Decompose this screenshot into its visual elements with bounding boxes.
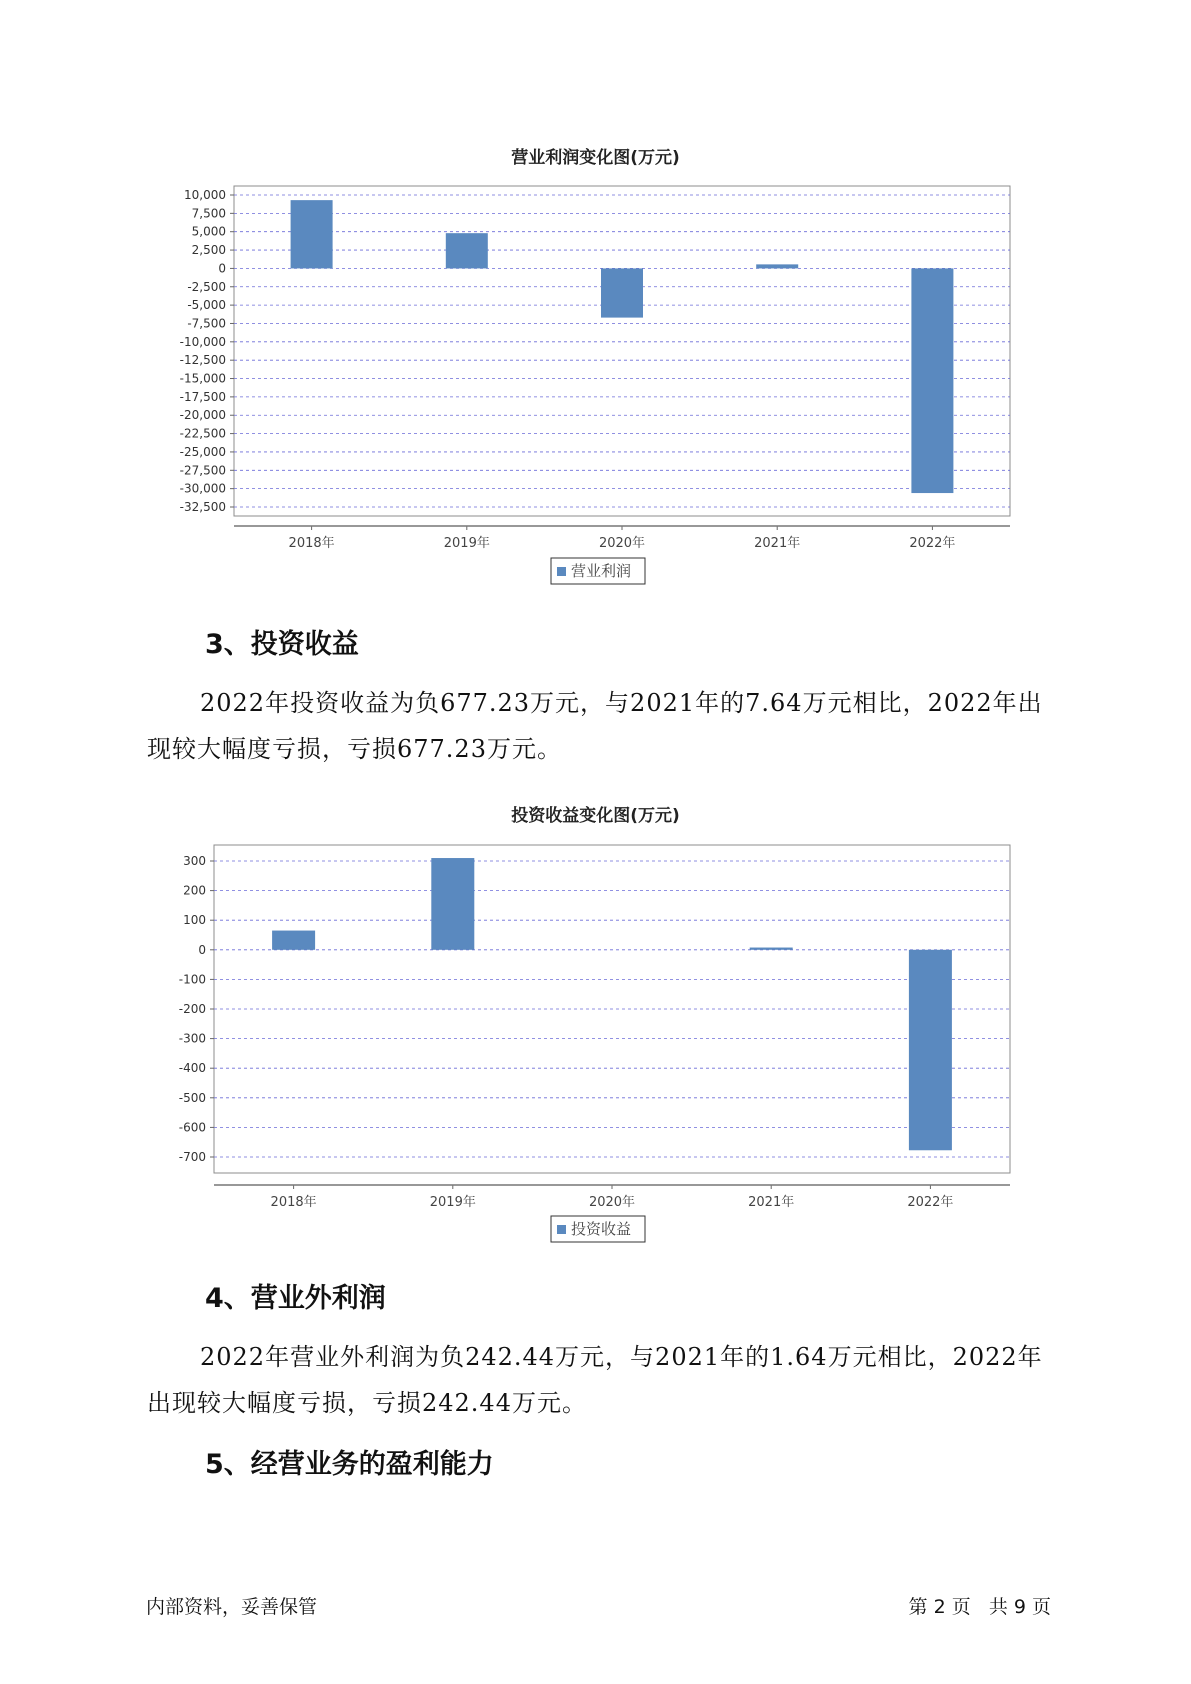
section-3-heading: 3、投资收益: [205, 629, 359, 660]
chart1-title: 营业利润变化图(万元): [511, 148, 680, 168]
y-tick-label: 5,000: [191, 224, 226, 239]
bar-2021年: [756, 264, 798, 268]
y-tick-label: -32,500: [179, 500, 226, 514]
y-tick-label: -200: [178, 1002, 206, 1016]
y-tick-label: -27,500: [179, 463, 226, 478]
section-3-paragraph: 2022年投资收益为负677.23万元，与2021年的7.64万元相比，2022年出现较大幅度亏损，亏损677.23万元。: [147, 689, 1043, 763]
y-tick-label: -15,000: [179, 371, 226, 386]
y-tick-label: 7,500: [191, 206, 226, 221]
operating-profit-chart: [0, 180, 1191, 620]
x-tick-label: 2022年: [909, 536, 956, 551]
x-tick-label: 2021年: [754, 536, 801, 551]
y-tick-label: -25,000: [179, 444, 226, 459]
bar-2019年: [431, 858, 474, 950]
y-tick-label: -7,500: [187, 316, 226, 331]
y-tick-label: -20,000: [179, 408, 226, 423]
bar-2021年: [750, 948, 793, 950]
legend-label: 投资收益: [571, 1220, 632, 1238]
bar-2018年: [291, 200, 333, 268]
investment-income-chart: [0, 835, 1191, 1255]
section-4-heading: 4、营业外利润: [205, 1283, 386, 1314]
x-tick-label: 2019年: [443, 536, 490, 551]
y-tick-label: -2,500: [187, 279, 226, 294]
bar-2018年: [272, 931, 315, 950]
y-tick-label: -500: [178, 1090, 206, 1105]
bar-2020年: [601, 268, 643, 317]
x-tick-label: 2018年: [288, 536, 335, 551]
x-tick-label: 2019年: [429, 1195, 476, 1210]
y-tick-label: -17,500: [179, 389, 226, 404]
y-tick-label: 10,000: [184, 188, 226, 202]
y-tick-label: -300: [178, 1031, 206, 1046]
bar-2022年: [911, 268, 953, 493]
section-5-heading: 5、经营业务的盈利能力: [205, 1449, 494, 1480]
x-tick-label: 2018年: [270, 1195, 317, 1210]
y-tick-label: 0: [198, 942, 206, 957]
legend-swatch: [557, 1225, 566, 1234]
plot-area: [234, 186, 1010, 516]
x-tick-label: 2020年: [598, 536, 646, 551]
y-tick-label: -5,000: [187, 298, 226, 313]
y-tick-label: -700: [178, 1150, 206, 1164]
y-tick-label: 2,500: [191, 243, 226, 258]
y-tick-label: -22,500: [179, 426, 226, 441]
y-tick-label: 100: [183, 913, 206, 928]
x-tick-label: 2020年: [588, 1195, 636, 1210]
bar-2019年: [446, 233, 488, 268]
x-tick-label: 2021年: [748, 1195, 795, 1210]
y-tick-label: -12,500: [179, 353, 226, 368]
section-4-paragraph: 2022年营业外利润为负242.44万元，与2021年的1.64万元相比，2022年出现较大幅度亏损，亏损242.44万元。: [147, 1343, 1043, 1417]
y-tick-label: 300: [183, 854, 206, 868]
y-tick-label: -600: [178, 1120, 206, 1135]
legend-label: 营业利润: [571, 562, 632, 580]
y-tick-label: -10,000: [179, 334, 226, 349]
x-tick-label: 2022年: [907, 1195, 954, 1210]
y-tick-label: -100: [178, 972, 206, 987]
legend-swatch: [557, 567, 566, 576]
chart2-title: 投资收益变化图(万元): [511, 806, 680, 826]
bar-2022年: [909, 950, 952, 1150]
y-tick-label: -400: [178, 1061, 206, 1076]
footer-page-number: 第 2 页 共 9 页: [908, 1596, 1051, 1618]
y-tick-label: 200: [183, 883, 206, 898]
y-tick-label: -30,000: [179, 481, 226, 496]
footer-confidential-note: 内部资料，妥善保管: [146, 1596, 318, 1618]
y-tick-label: 0: [218, 261, 226, 276]
